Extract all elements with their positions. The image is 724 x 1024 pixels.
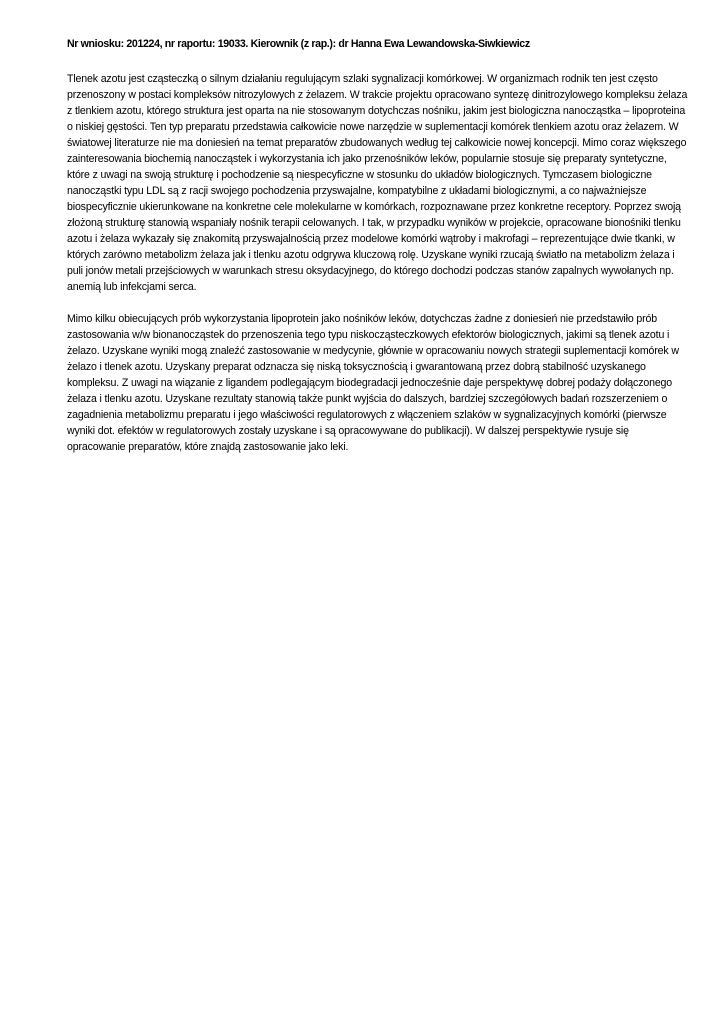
report-header: Nr wniosku: 201224, nr raportu: 19033. Kierownik (z rap.): dr Hanna Ewa Lewandowska-Siwkiewicz: [67, 38, 530, 50]
paragraph-1: Tlenek azotu jest cząsteczką o silnym działaniu regulującym szlaki sygnalizacji komórkowej. W organizmach rodnik ten jest często przenoszony w postaci kompleksów nitrozylowych z żelazem. W trakcie projektu opracowano syntezę dinitrozylowego kompleksu żelaza z tlenkiem azotu, którego struktura jest oparta na nie stosowanym dotychczas nośniku, jakim jest biologiczna nanocząstka – lipoproteina o niskiej gęstości. Ten typ preparatu przedstawia całkowicie nowe narzędzie w suplementacji komórek tlenkiem azotu oraz żelazem. W światowej literaturze nie ma doniesień na temat preparatów zbudowanych według tej całkowicie nowej koncepcji. Mimo coraz większego zainteresowania biochemią nanocząstek i wykorzystania ich jako przenośników leków, popularnie stosuje się preparaty syntetyczne, które z uwagi na swoją strukturę i pochodzenie są niespecyficzne w stosunku do układów biologicznych. Tymczasem biologiczne nanocząstki typu LDL są z racji swojego pochodzenia przyswajalne, kompatybilne z układami biologicznymi, a co najważniejsze biospecyficznie ukierunkowane na konkretne cele molekularne w komórkach, rozpoznawane przez konkretne receptory. Poprzez swoją złożoną strukturę stanowią wspaniały nośnik terapii celowanych. I tak, w przypadku wyników w projekcie, opracowane bionośniki tlenku azotu i żelaza wykazały się znakomitą przyswajalnością przez modelowe komórki wątroby i makrofagi – reprezentujące dwie tkanki, w których zarówno metabolizm żelaza jak i tlenku azotu odgrywa kluczową rolę. Uzyskane wyniki rzucają światło na metabolizm żelaza i puli jonów metali przejściowych w warunkach stresu oksydacyjnego, do którego dochodzi podczas stanów zapalnych wywołanych np. anemią lub infekcjami serca.: [67, 73, 688, 293]
document-content: [67, 37, 689, 471]
paragraph-2: Mimo kilku obiecujących prób wykorzystania lipoprotein jako nośników leków, dotychczas żadne z doniesień nie przedstawiło prób zastosowania w/w bionanocząstek do przenoszenia tego typu niskocząsteczkowych efektorów biologicznych, jakimi są tlenek azotu i żelazo. Uzyskane wyniki mogą znaleźć zastosowanie w medycynie, głównie w opracowaniu nowych strategii suplementacji komórek w żelazo i tlenek azotu. Uzyskany preparat odznacza się niską toksycznością i gwarantowaną przez dobrą stabilność uzyskanego kompleksu. Z uwagi na wiązanie z ligandem podlegającym biodegradacji jednocześnie daje perspektywę dobrej podaży dołączonego żelaza i tlenku azotu. Uzyskane rezultaty stanowią także punkt wyjścia do dalszych, bardziej szczegółowych badań rozszerzeniem o zagadnienia metabolizmu preparatu i jego właściwości regulatorowych z włączeniem szlaków w sygnalizacyjnych komórki (pierwsze wyniki dot. efektów w regulatorowych zostały uzyskane i są opracowywane do publikacji). W dalszej perspektywie rysuje się opracowanie preparatów, które znajdą zastosowanie jako leki.: [67, 313, 679, 453]
